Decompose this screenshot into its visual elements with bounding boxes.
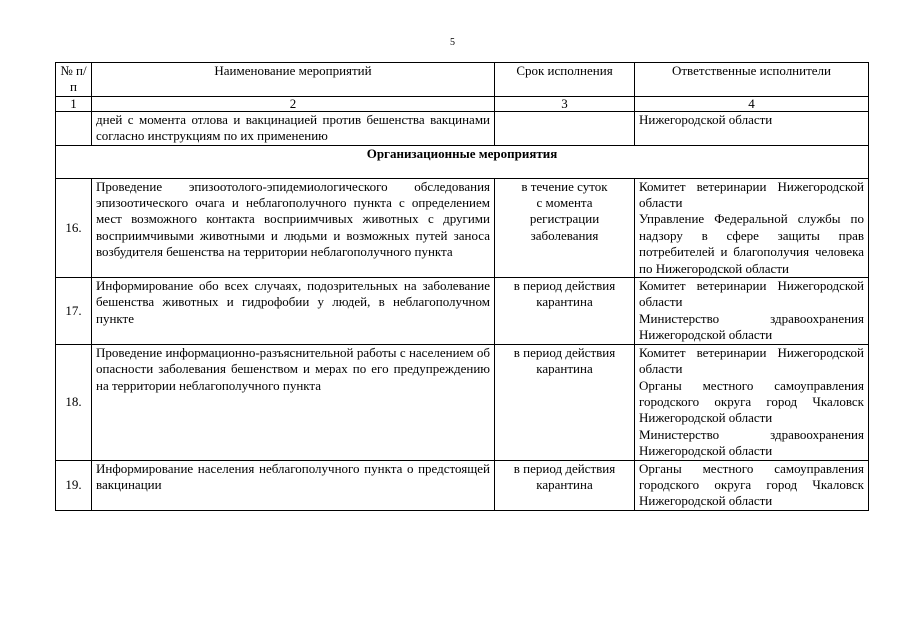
column-index: 1 (56, 96, 92, 111)
term-line: в течение суток (521, 178, 608, 194)
measure-executor (635, 460, 869, 510)
executor-entry: Управление Федеральной службы по надзору в сфере защиты прав потребителей и благополучия человека по Нижегородской области (639, 211, 864, 276)
measure-executor: Нижегородской области (635, 111, 869, 145)
measure-name: Информирование обо всех случаях, подозрительных на заболевание бешенства животных и гидрофобии у людей, в неблагополучном пункте (92, 278, 495, 345)
measure-name: дней с момента отлова и вакцинацией против бешенства вакцинами согласно инструкциям по их применению (92, 111, 495, 145)
executor-entry: Органы местного самоуправления городского округа город Чкаловск Нижегородской области (639, 377, 864, 426)
term-line: с момента (536, 195, 593, 211)
measure-name: Проведение информационно-разъяснительной работы с населением об опасности заболевания бешенством и мерах по его предупреждению на территории неблагополучного пункта (92, 344, 495, 460)
table-row (56, 278, 869, 345)
column-index: 3 (495, 96, 635, 111)
section-title: Организационные мероприятия (56, 145, 869, 178)
executor-entry: Комитет ветеринарии Нижегородской области (639, 178, 864, 211)
column-index: 2 (92, 96, 495, 111)
executor-entry: Органы местного самоуправления городского округа город Чкаловск Нижегородской области (639, 460, 864, 509)
measure-name: Информирование населения неблагополучного пункта о предстоящей вакцинации (92, 460, 495, 510)
measures-table (55, 62, 869, 511)
table-row (56, 344, 869, 460)
measure-name: Проведение эпизоотолого-эпидемиологического обследования эпизоотического очага и неблагополучного пункта с определением мест возможного контакта восприимчивых животных с другими восприимчивыми животными и людьми и возможных путей заноса возбудителя бешенства на территории неблагополучного пункта (92, 178, 495, 277)
measure-term (495, 278, 635, 345)
measure-term (495, 460, 635, 510)
column-index-row (56, 96, 869, 111)
measure-executor (635, 178, 869, 277)
column-index: 4 (635, 96, 869, 111)
table-header-row (56, 63, 869, 97)
executor-entry: Министерство здравоохранения Нижегородской области (639, 310, 864, 343)
term-line: карантина (536, 361, 593, 377)
header-name: Наименование мероприятий (92, 63, 495, 97)
page-number: 5 (450, 37, 455, 48)
term-line: карантина (536, 476, 593, 492)
term-line: регистрации (529, 211, 600, 227)
header-num: № п/п (56, 63, 92, 97)
continuation-row (56, 111, 869, 145)
measure-term (495, 111, 635, 145)
term-line: карантина (536, 294, 593, 310)
term-line: в период действия (513, 278, 616, 294)
row-number: 17. (56, 278, 92, 345)
row-number (56, 111, 92, 145)
measure-term (495, 344, 635, 460)
term-line: в период действия (513, 460, 616, 476)
term-line: заболевания (530, 227, 599, 243)
measure-term (495, 178, 635, 277)
table-row (56, 460, 869, 510)
row-number: 18. (56, 344, 92, 460)
table-row (56, 178, 869, 277)
row-number: 19. (56, 460, 92, 510)
section-row (56, 145, 869, 178)
header-term: Срок исполнения (495, 63, 635, 97)
row-number: 16. (56, 178, 92, 277)
measure-executor (635, 344, 869, 460)
header-exec: Ответственные исполнители (635, 63, 869, 97)
term-line: в период действия (513, 344, 616, 360)
executor-entry: Комитет ветеринарии Нижегородской области (639, 344, 864, 377)
measure-executor (635, 278, 869, 345)
executor-entry: Министерство здравоохранения Нижегородской области (639, 426, 864, 459)
executor-entry: Комитет ветеринарии Нижегородской области (639, 278, 864, 310)
